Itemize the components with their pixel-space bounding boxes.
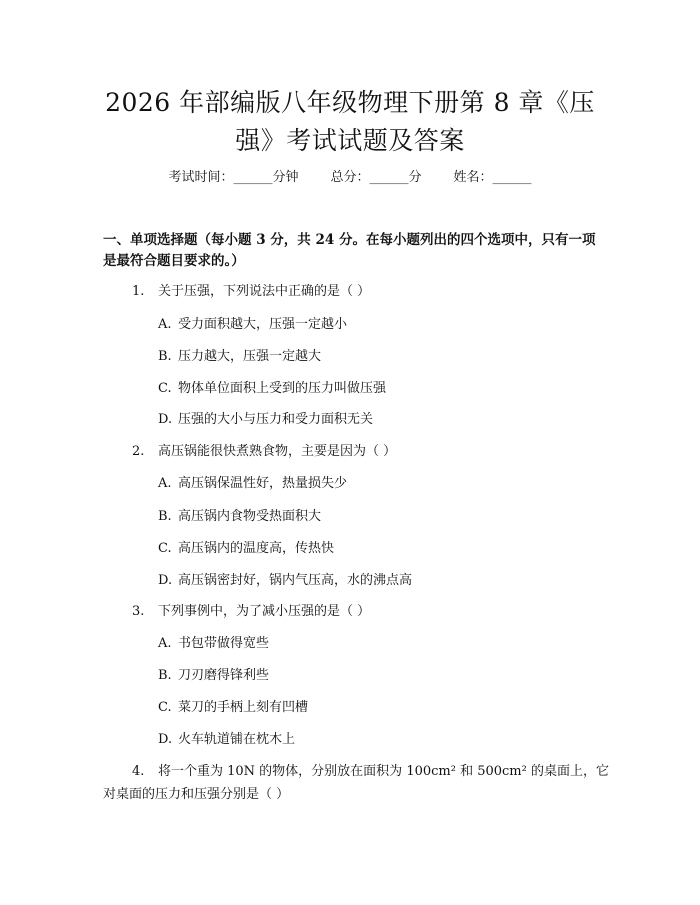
option-letter: B. [158, 349, 172, 364]
option-text: 菜刀的手柄上刻有凹槽 [178, 700, 309, 715]
option-letter: A. [158, 476, 172, 491]
option-2d [158, 571, 412, 591]
option-1a [158, 315, 347, 335]
option-letter: A. [158, 636, 172, 651]
option-1b [158, 347, 321, 367]
option-1c [158, 379, 386, 399]
option-text: 高压锅内食物受热面积大 [178, 509, 322, 524]
question-2 [132, 442, 396, 462]
option-3d [158, 730, 295, 750]
exam-time-field: 考试时间：______分钟 [168, 170, 299, 185]
option-2a [158, 474, 347, 494]
question-4-continuation: 对桌面的压力和压强分别是（ ） [103, 787, 290, 802]
option-text: 压力越大，压强一定越大 [178, 349, 322, 364]
option-text: 高压锅保温性好，热量损失少 [178, 476, 348, 491]
question-number: 1. [132, 284, 145, 299]
question-3 [132, 602, 370, 622]
option-text: 刀刃磨得锋利些 [178, 668, 270, 683]
question-text: 高压锅能很快煮熟食物，主要是因为（ ） [158, 444, 397, 459]
option-letter: B. [158, 509, 172, 524]
option-2c [158, 539, 334, 559]
option-letter: C. [158, 381, 172, 396]
option-text: 受力面积越大，压强一定越小 [178, 317, 348, 332]
option-2b [158, 507, 321, 527]
section-heading-line-2: 是最符合题目要求的。） [103, 253, 245, 269]
option-text: 物体单位面积上受到的压力叫做压强 [178, 381, 387, 396]
name-field: 姓名：______ [453, 170, 532, 185]
option-text: 书包带做得宽些 [178, 636, 270, 651]
option-text: 高压锅密封好，锅内气压高，水的沸点高 [178, 573, 413, 588]
option-text: 压强的大小与压力和受力面积无关 [178, 412, 374, 427]
question-text: 关于压强，下列说法中正确的是（ ） [158, 284, 371, 299]
page-title-line-1: 2026 年部编版八年级物理下册第 8 章《压 [105, 88, 595, 117]
section-heading-line-1: 一、单项选择题（每小题 3 分，共 24 分。在每小题列出的四个选项中，只有一项 [103, 232, 596, 248]
option-letter: D. [158, 573, 173, 588]
option-3c [158, 698, 308, 718]
question-text: 将一个重为 10N 的物体，分别放在面积为 100cm² 和 500cm² 的桌面上，它 [158, 764, 609, 779]
total-score-field: 总分：______分 [330, 170, 422, 185]
option-letter: A. [158, 317, 172, 332]
question-4 [132, 762, 609, 782]
option-3a [158, 634, 269, 654]
question-1 [132, 282, 370, 302]
option-letter: D. [158, 412, 173, 427]
page-title-line-2: 强》考试试题及答案 [235, 126, 465, 155]
option-letter: C. [158, 541, 172, 556]
question-number: 3. [132, 604, 145, 619]
option-text: 火车轨道铺在枕木上 [178, 732, 296, 747]
exam-info [0, 167, 700, 189]
option-text: 高压锅内的温度高，传热快 [178, 541, 335, 556]
question-text: 下列事例中，为了减小压强的是（ ） [158, 604, 371, 619]
question-number: 4. [132, 764, 145, 779]
option-letter: C. [158, 700, 172, 715]
question-number: 2. [132, 444, 145, 459]
option-letter: B. [158, 668, 172, 683]
option-3b [158, 666, 269, 686]
option-1d [158, 410, 373, 430]
option-letter: D. [158, 732, 173, 747]
